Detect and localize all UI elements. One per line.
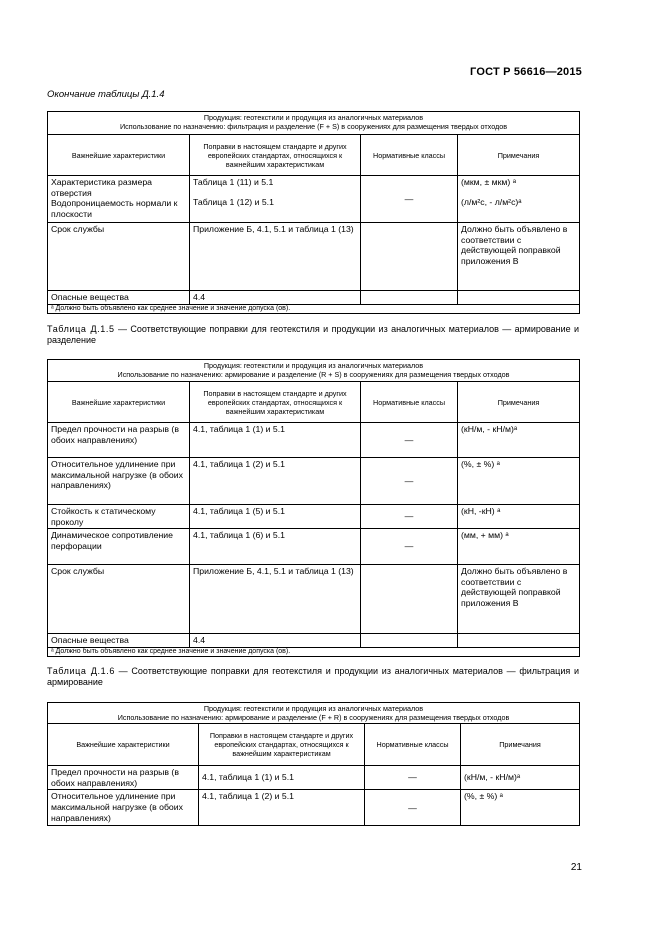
- col-header-classes: Нормативные классы: [361, 135, 458, 176]
- row-amendment: 4.1, таблица 1 (1) и 5.1: [190, 423, 361, 458]
- col-header-notes: Примечания: [458, 135, 580, 176]
- row-characteristic: Срок службы: [48, 565, 190, 634]
- row-classes: —: [365, 790, 461, 826]
- row-characteristic: [48, 176, 190, 223]
- amendment-text: Таблица 1 (11) и 5.1: [193, 177, 274, 187]
- col-header-amendments: Поправки в настоящем стандарте и других европейских стандартах, относящихся к важнейшим характеристикам: [190, 135, 361, 176]
- row-classes: —: [361, 423, 458, 458]
- document-standard-number: ГОСТ Р 56616—2015: [470, 66, 582, 78]
- col-header-characteristics: Важнейшие характеристики: [48, 135, 190, 176]
- row-note: (кН, -кН) ᵃ: [458, 505, 580, 529]
- caption-text: — Соответствующие поправки для геотекстиля и продукции из аналогичных материалов — фильтрация и армирование: [47, 666, 579, 687]
- table-row: [48, 634, 580, 648]
- amendment-text: Таблица 1 (12) и 5.1: [193, 196, 274, 207]
- table-row: [48, 565, 580, 634]
- table-d-1-6: [47, 702, 580, 826]
- col-header-notes: Примечания: [461, 724, 580, 766]
- row-note: [458, 176, 580, 223]
- table-row: [48, 458, 580, 505]
- row-classes: —: [361, 176, 458, 223]
- row-amendment: Приложение Б, 4.1, 5.1 и таблица 1 (13): [190, 223, 361, 291]
- row-characteristic: Срок службы: [48, 223, 190, 291]
- row-note: (мм, + мм) ᵃ: [458, 529, 580, 565]
- table-d-1-5: [47, 359, 580, 657]
- table-footnote: ᵃ Должно быть объявлено как среднее значение и значение допуска (ов).: [48, 647, 580, 656]
- table-row: [48, 766, 580, 790]
- row-classes: —: [361, 458, 458, 505]
- col-header-characteristics: Важнейшие характеристики: [48, 724, 199, 766]
- row-characteristic: Относительное удлинение при максимальной нагрузке (в обоих направлениях): [48, 458, 190, 505]
- row-note: (%, ± %) ᵃ: [458, 458, 580, 505]
- row-amendment: 4.4: [190, 634, 361, 648]
- usage-line: Использование по назначению: фильтрация и разделение (F + S) в сооружениях для размещения твердых отходов: [119, 121, 508, 131]
- col-header-characteristics: Важнейшие характеристики: [48, 382, 190, 423]
- row-characteristic: Предел прочности на разрыв (в обоих направлениях): [48, 766, 199, 790]
- table-row: [48, 176, 580, 223]
- table-row: [48, 505, 580, 529]
- row-characteristic: Опасные вещества: [48, 634, 190, 648]
- row-classes: [361, 565, 458, 634]
- table-row: [48, 223, 580, 291]
- row-classes: [361, 291, 458, 305]
- caption-table-d-1-5: [47, 324, 579, 346]
- row-classes: [361, 634, 458, 648]
- row-amendment: [190, 176, 361, 223]
- usage-line: Использование по назначению: армирование и разделение (R + S) в сооружениях для размещения твердых отходов: [117, 369, 510, 379]
- row-characteristic: Стойкость к статическому проколу: [48, 505, 190, 529]
- table-d-1-4: [47, 111, 580, 314]
- caption-label: Таблица Д.1.5: [47, 324, 115, 334]
- product-usage-header: [48, 703, 580, 724]
- product-line: Продукция: геотекстили и продукция из аналогичных материалов: [203, 361, 424, 370]
- table-row: [48, 790, 580, 826]
- product-line: Продукция: геотекстили и продукция из аналогичных материалов: [203, 704, 424, 713]
- row-classes: —: [365, 766, 461, 790]
- table-row: [48, 529, 580, 565]
- usage-line: Использование по назначению: армирование и разделение (F + R) в сооружениях для размещения твердых отходов: [117, 712, 510, 722]
- caption-text: — Соответствующие поправки для геотекстиля и продукции из аналогичных материалов — армирование и разделение: [47, 324, 579, 345]
- row-characteristic: Опасные вещества: [48, 291, 190, 305]
- row-amendment: 4.1, таблица 1 (6) и 5.1: [190, 529, 361, 565]
- row-note: Должно быть объявлено в соответствии с действующей поправкой приложения В: [458, 565, 580, 634]
- page-number: 21: [570, 862, 582, 873]
- product-usage-header: [48, 112, 580, 135]
- col-header-notes: Примечания: [458, 382, 580, 423]
- col-header-classes: Нормативные классы: [361, 382, 458, 423]
- note-text: (л/м²с, - л/м²с)ᵃ: [461, 196, 522, 207]
- row-characteristic: Динамическое сопротивление перфорации: [48, 529, 190, 565]
- row-classes: —: [361, 505, 458, 529]
- row-amendment: 4.1, таблица 1 (2) и 5.1: [199, 790, 365, 826]
- row-amendment: 4.1, таблица 1 (2) и 5.1: [190, 458, 361, 505]
- product-usage-header: [48, 360, 580, 382]
- row-note: (кН/м, - кН/м)ᵃ: [461, 766, 580, 790]
- table-continuation-label: Окончание таблицы Д.1.4: [47, 89, 165, 100]
- col-header-classes: Нормативные классы: [365, 724, 461, 766]
- caption-label: Таблица Д.1.6: [47, 666, 115, 676]
- row-classes: —: [361, 529, 458, 565]
- table-row: [48, 291, 580, 305]
- note-text: (мкм, ± мкм) ᵃ: [461, 177, 516, 187]
- row-note: (кН/м, - кН/м)ᵃ: [458, 423, 580, 458]
- product-line: Продукция: геотекстили и продукция из аналогичных материалов: [203, 113, 424, 122]
- col-header-amendments: Поправки в настоящем стандарте и других европейских стандартах, относящихся к важнейшим характеристикам: [190, 382, 361, 423]
- row-note: [458, 291, 580, 305]
- col-header-amendments: Поправки в настоящем стандарте и других европейских стандартах, относящихся к важнейшим характеристикам: [199, 724, 365, 766]
- row-classes: [361, 223, 458, 291]
- row-note: Должно быть объявлено в соответствии с действующей поправкой приложения В: [458, 223, 580, 291]
- row-amendment: 4.4: [190, 291, 361, 305]
- table-footnote: ᵃ Должно быть объявлено как среднее значение и значение допуска (ов).: [48, 304, 580, 313]
- row-amendment: 4.1, таблица 1 (5) и 5.1: [190, 505, 361, 529]
- row-note: (%, ± %) ᵃ: [461, 790, 580, 826]
- row-note: [458, 634, 580, 648]
- table-row: [48, 423, 580, 458]
- row-characteristic: Относительное удлинение при максимальной нагрузке (в обоих направлениях): [48, 790, 199, 826]
- row-amendment: 4.1, таблица 1 (1) и 5.1: [199, 766, 365, 790]
- row-amendment: Приложение Б, 4.1, 5.1 и таблица 1 (13): [190, 565, 361, 634]
- characteristic-permeability: Водопроницаемость нормали к плоскости: [51, 198, 178, 219]
- caption-table-d-1-6: [47, 666, 579, 688]
- characteristic-opening-size: Характеристика размера отверстия: [51, 177, 153, 198]
- row-characteristic: Предел прочности на разрыв (в обоих направлениях): [48, 423, 190, 458]
